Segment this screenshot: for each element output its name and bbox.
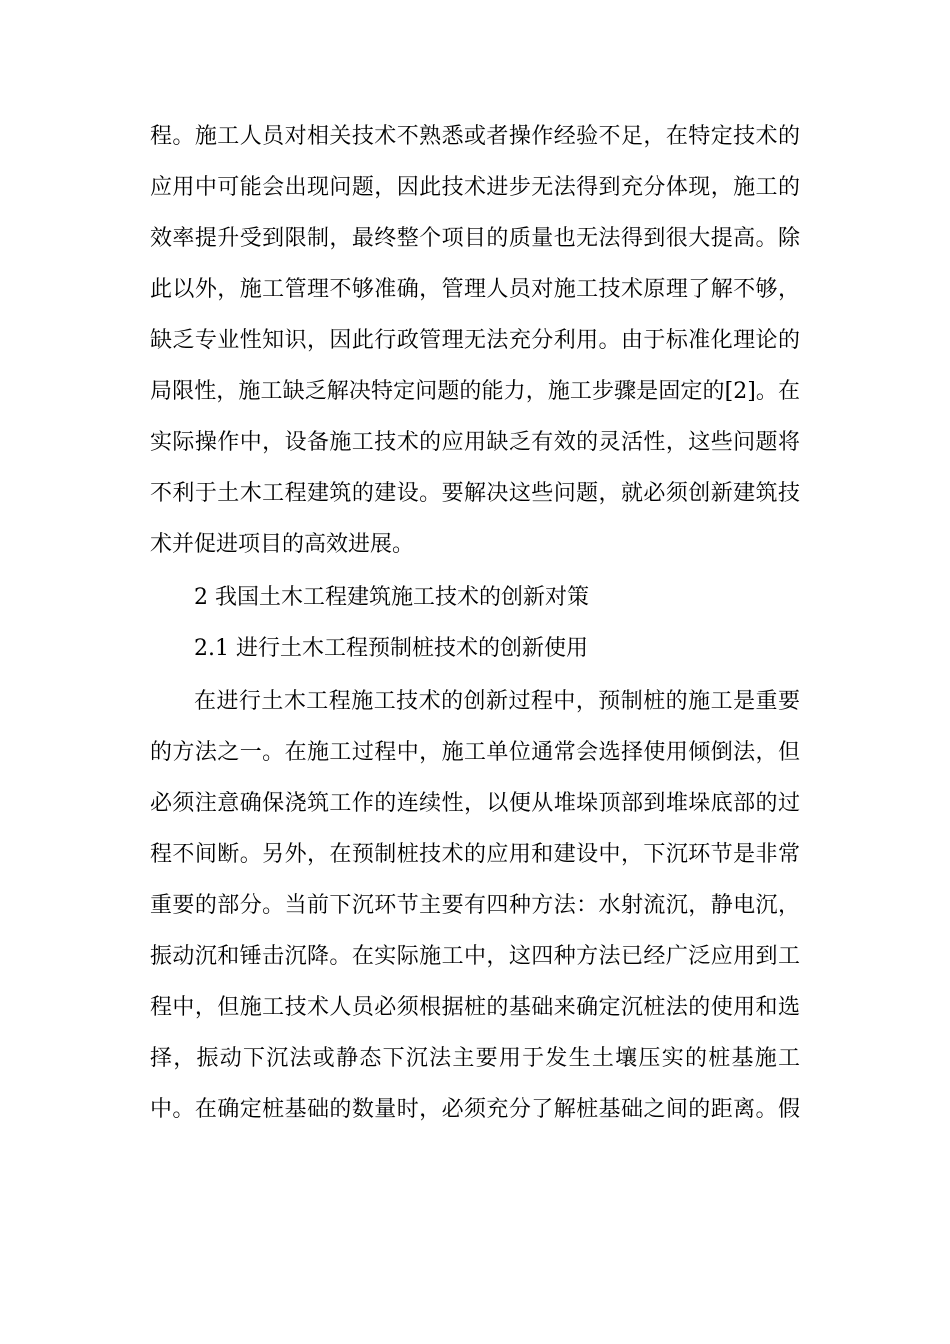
text-line: 效率提升受到限制，最终整个项目的质量也无法得到很大提高。除 <box>150 226 800 251</box>
text-line: 程。施工人员对相关技术不熟悉或者操作经验不足，在特定技术的 <box>150 124 800 149</box>
text-line: 不利于土木工程建筑的建设。要解决这些问题，就必须创新建筑技 <box>150 481 800 506</box>
text-line: 应用中可能会出现问题，因此技术进步无法得到充分体现，施工的 <box>150 175 800 200</box>
text-line: 程中，但施工技术人员必须根据桩的基础来确定沉桩法的使用和选 <box>150 995 800 1020</box>
text-line: 实际操作中，设备施工技术的应用缺乏有效的灵活性，这些问题将 <box>150 430 800 455</box>
text-line: 程不间断。另外，在预制桩技术的应用和建设中，下沉环节是非常 <box>150 842 800 867</box>
text-line: 的方法之一。在施工过程中，施工单位通常会选择使用倾倒法，但 <box>150 740 800 765</box>
text-line: 择，振动下沉法或静态下沉法主要用于发生土壤压实的桩基施工 <box>150 1046 800 1071</box>
section-heading: 2 我国土木工程建筑施工技术的创新对策 <box>194 585 589 610</box>
text-line: 缺乏专业性知识，因此行政管理无法充分利用。由于标准化理论的 <box>150 328 800 353</box>
text-line: 此以外，施工管理不够准确，管理人员对施工技术原理了解不够， <box>150 277 800 302</box>
text-line: 局限性，施工缺乏解决特定问题的能力，施工步骤是固定的[2]。在 <box>150 379 800 404</box>
subsection-heading: 2.1 进行土木工程预制桩技术的创新使用 <box>194 636 588 661</box>
text-line: 重要的部分。当前下沉环节主要有四种方法：水射流沉，静电沉， <box>150 893 800 918</box>
text-line: 中。在确定桩基础的数量时，必须充分了解桩基础之间的距离。假 <box>150 1097 800 1122</box>
text-line: 术并促进项目的高效进展。 <box>150 532 415 557</box>
text-line: 在进行土木工程施工技术的创新过程中，预制桩的施工是重要 <box>194 689 800 714</box>
text-line: 必须注意确保浇筑工作的连续性，以便从堆垛顶部到堆垛底部的过 <box>150 791 800 816</box>
text-line: 振动沉和锤击沉降。在实际施工中，这四种方法已经广泛应用到工 <box>150 944 800 969</box>
